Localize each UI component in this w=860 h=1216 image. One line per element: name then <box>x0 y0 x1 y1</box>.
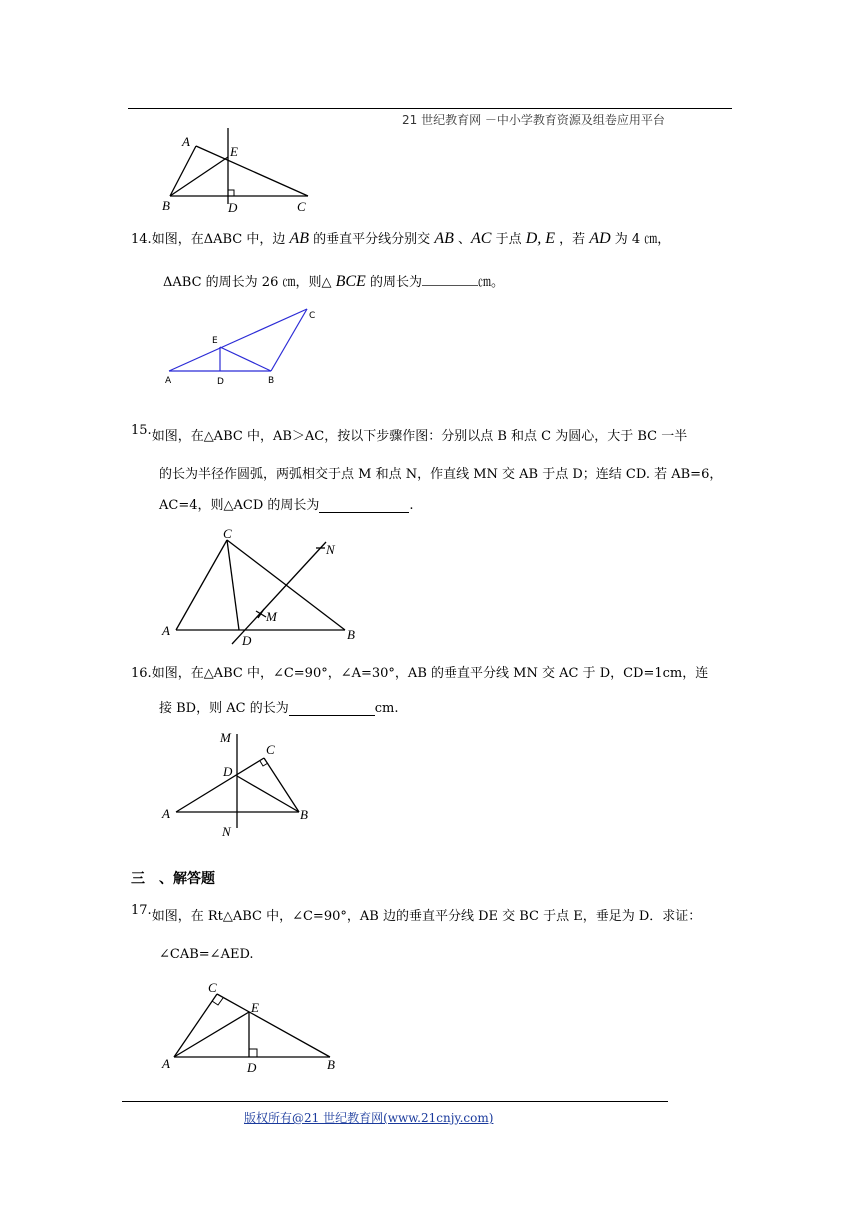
fig13-label-c: C <box>297 199 306 214</box>
header-rule <box>128 108 732 109</box>
fig17-label-d: D <box>247 1060 257 1075</box>
q15-line-1: 15.如图，在△ABC 中，AB＞AC，按以下步骤作图：分别以点 B 和点 C 为圆心，大于 BC 一半 <box>131 423 688 444</box>
fig14-label-a: A <box>165 376 172 386</box>
fig16-label-b: B <box>300 807 308 822</box>
fig13-label-e: E <box>230 144 238 159</box>
fig13-label-d: D <box>228 200 238 215</box>
footer-copyright-link[interactable]: 版权所有@21 世纪教育网(www.21cnjy.com) <box>244 1111 494 1125</box>
fig16-label-m: M <box>220 730 231 745</box>
figure-16 <box>160 728 330 848</box>
figure-14 <box>164 306 334 386</box>
figure-13 <box>160 128 360 218</box>
fig15-label-a: A <box>162 623 170 638</box>
fig15-label-n: N <box>326 542 335 557</box>
fig13-label-b: B <box>162 198 170 213</box>
fig16-label-c: C <box>266 742 275 757</box>
fig15-label-b: B <box>347 627 355 642</box>
fig16-label-n: N <box>222 824 231 839</box>
figure-17 <box>160 980 360 1080</box>
q15-answer-blank[interactable] <box>319 499 409 513</box>
fig16-label-a: A <box>162 806 170 821</box>
section-heading: 三 、解答题 <box>131 871 215 887</box>
figure-15 <box>160 528 370 648</box>
fig15-label-d: D <box>242 633 252 648</box>
fig17-label-e: E <box>251 1000 259 1015</box>
fig13-label-a: A <box>182 134 190 149</box>
q15-line-2: 的长为半径作圆弧，两弧相交于点 M 和点 N，作直线 MN 交 AB 于点 D；连结 CD. 若 AB=6， <box>159 467 723 482</box>
q14-number: 14. <box>131 232 152 247</box>
q17-line-1: 17.如图，在 Rt△ABC 中，∠C=90°，AB 边的垂直平分线 DE 交 BC 于点 E，垂足为 D．求证： <box>131 903 702 924</box>
fig15-label-c: C <box>223 526 232 541</box>
q15-number: 15. <box>131 423 152 438</box>
fig16-label-d: D <box>223 764 233 779</box>
q14-answer-blank[interactable] <box>422 285 478 286</box>
fig17-label-a: A <box>162 1056 170 1071</box>
q16-line-2: 接 BD，则 AC 的长为 cm. <box>159 701 399 716</box>
fig14-label-e: E <box>212 336 218 346</box>
q14-line-1: 14.如图，在ΔABC 中，边 AB 的垂直平分线分别交 AB 、AC 于点 D, E ，若 AD 为 4 ㎝， <box>131 230 671 247</box>
q16-answer-blank[interactable] <box>289 702 375 716</box>
fig17-label-c: C <box>208 980 217 995</box>
footer-rule <box>122 1101 668 1102</box>
q15-line-3: AC=4，则△ACD 的周长为 . <box>159 498 414 513</box>
fig14-label-c: C <box>309 311 316 321</box>
q17-line-2: ∠CAB=∠AED. <box>159 947 254 962</box>
q14-line-2: ΔABC 的周长为 26 ㎝，则△ BCE 的周长为 ㎝。 <box>163 273 504 290</box>
fig14-label-b: B <box>268 376 275 386</box>
q17-number: 17. <box>131 903 152 918</box>
q16-line-1: 16.如图，在△ABC 中，∠C=90°，∠A=30°，AB 的垂直平分线 MN 交 AC 于 D，CD=1cm，连 <box>131 666 709 681</box>
fig15-label-m: M <box>266 609 277 624</box>
q16-number: 16. <box>131 666 152 681</box>
header-site-title: 21 世纪教育网 －中小学教育资源及组卷应用平台 <box>402 113 665 127</box>
fig14-label-d: D <box>217 377 224 387</box>
fig17-label-b: B <box>327 1057 335 1072</box>
q14-triangle: ΔABC <box>203 232 243 247</box>
